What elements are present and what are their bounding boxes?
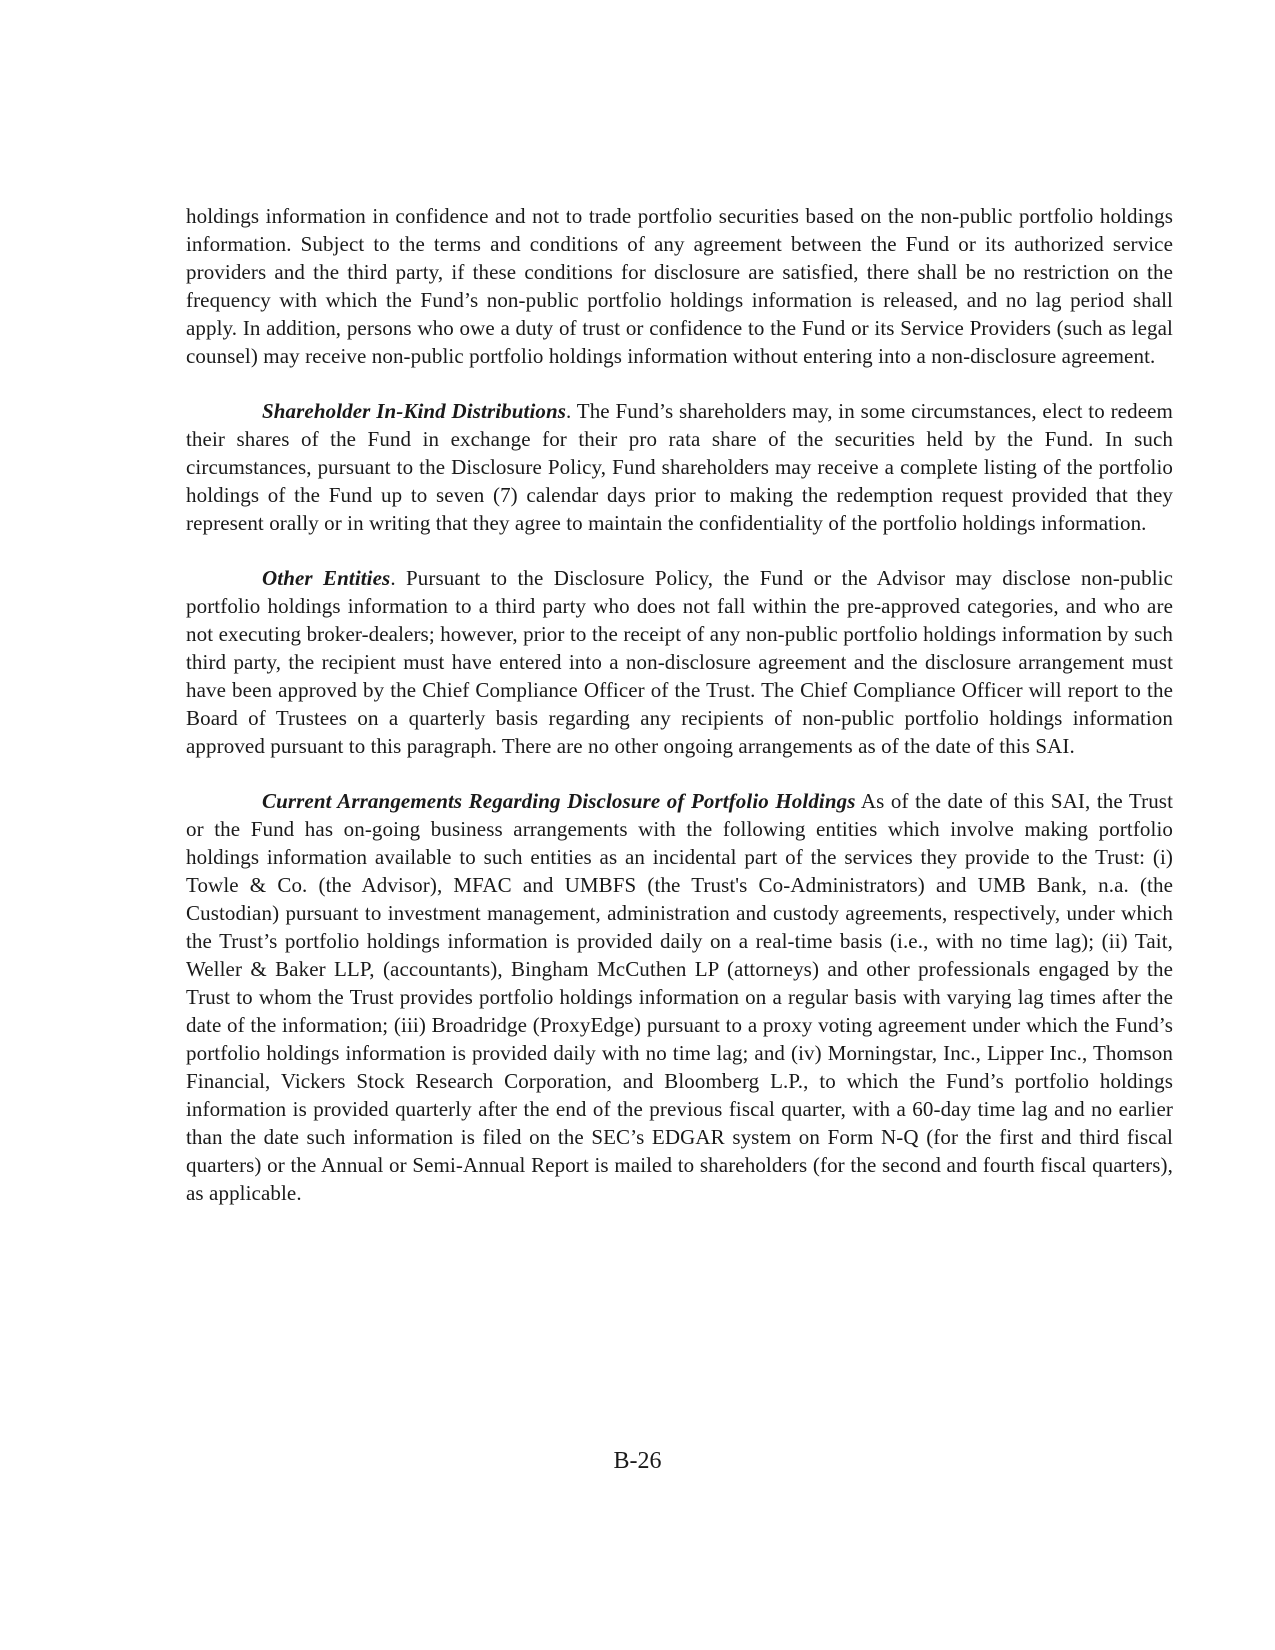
paragraph-text: . Pursuant to the Disclosure Policy, the Fund or the Advisor may disclose non-public portfolio holdings information to a third party who does not fall within the pre-approved categories, and who are not executing broker-dealers; however, prior to the receipt of any non-public portfolio holdings information by such third party, the recipient must have entered into a non-disclosure agreement and the disclosure arrangement must have been approved by the Chief Compliance Officer of the Trust. The Chief Compliance Officer will report to the Board of Trustees on a quarterly basis regarding any recipients of non-public portfolio holdings information approved pursuant to this paragraph. There are no other ongoing arrangements as of the date of this SAI. (186, 566, 1173, 758)
paragraph-shareholder-in-kind-distributions (186, 397, 1173, 537)
section-heading: Other Entities (262, 566, 391, 590)
section-heading: Shareholder In-Kind Distributions (262, 399, 567, 423)
page-number: B-26 (613, 1448, 662, 1474)
paragraph-text: As of the date of this SAI, the Trust or the Fund has on-going business arrangements with the following entities which involve making portfolio holdings information available to such entities as an incidental part of the services they provide to the Trust: (i) Towle & Co. (the Advisor), MFAC and UMBFS (the Trust's Co-Administrators) and UMB Bank, n.a. (the Custodian) pursuant to investment management, administration and custody agreements, respectively, under which the Trust’s portfolio holdings information is provided daily on a real-time basis (i.e., with no time lag); (ii) Tait, Weller & Baker LLP, (accountants), Bingham McCuthen LP (attorneys) and other professionals engaged by the Trust to whom the Trust provides portfolio holdings information on a regular basis with varying lag times after the date of the information; (iii) Broadridge (ProxyEdge) pursuant to a proxy voting agreement under which the Fund’s portfolio holdings information is provided daily with no time lag; and (iv) Morningstar, Inc., Lipper Inc., Thomson Financial, Vickers Stock Research Corporation, and Bloomberg L.P., to which the Fund’s portfolio holdings information is provided quarterly after the end of the previous fiscal quarter, with a 60-day time lag and no earlier than the date such information is filed on the SEC’s EDGAR system on Form N-Q (for the first and third fiscal quarters) or the Annual or Semi-Annual Report is mailed to shareholders (for the second and fourth fiscal quarters), as applicable. (186, 789, 1173, 1205)
paragraph-text: holdings information in confidence and not to trade portfolio securities based on the non-public portfolio holdings information. Subject to the terms and conditions of any agreement between the Fund or its authorized service providers and the third party, if these conditions for disclosure are satisfied, there shall be no restriction on the frequency with which the Fund’s non-public portfolio holdings information is released, and no lag period shall apply. In addition, persons who owe a duty of trust or confidence to the Fund or its Service Providers (such as legal counsel) may receive non-public portfolio holdings information without entering into a non-disclosure agreement. (186, 204, 1173, 368)
paragraph-disclosure-continuation (186, 202, 1173, 370)
section-heading: Current Arrangements Regarding Disclosure of Portfolio Holdings (262, 789, 856, 813)
paragraph-current-arrangements (186, 787, 1173, 1207)
document-body (186, 202, 1173, 1234)
paragraph-text: . The Fund’s shareholders may, in some circumstances, elect to redeem their shares of the Fund in exchange for their pro rata share of the securities held by the Fund. In such circumstances, pursuant to the Disclosure Policy, Fund shareholders may receive a complete listing of the portfolio holdings of the Fund up to seven (7) calendar days prior to making the redemption request provided that they represent orally or in writing that they agree to maintain the confidentiality of the portfolio holdings information. (186, 399, 1173, 535)
paragraph-other-entities (186, 564, 1173, 760)
